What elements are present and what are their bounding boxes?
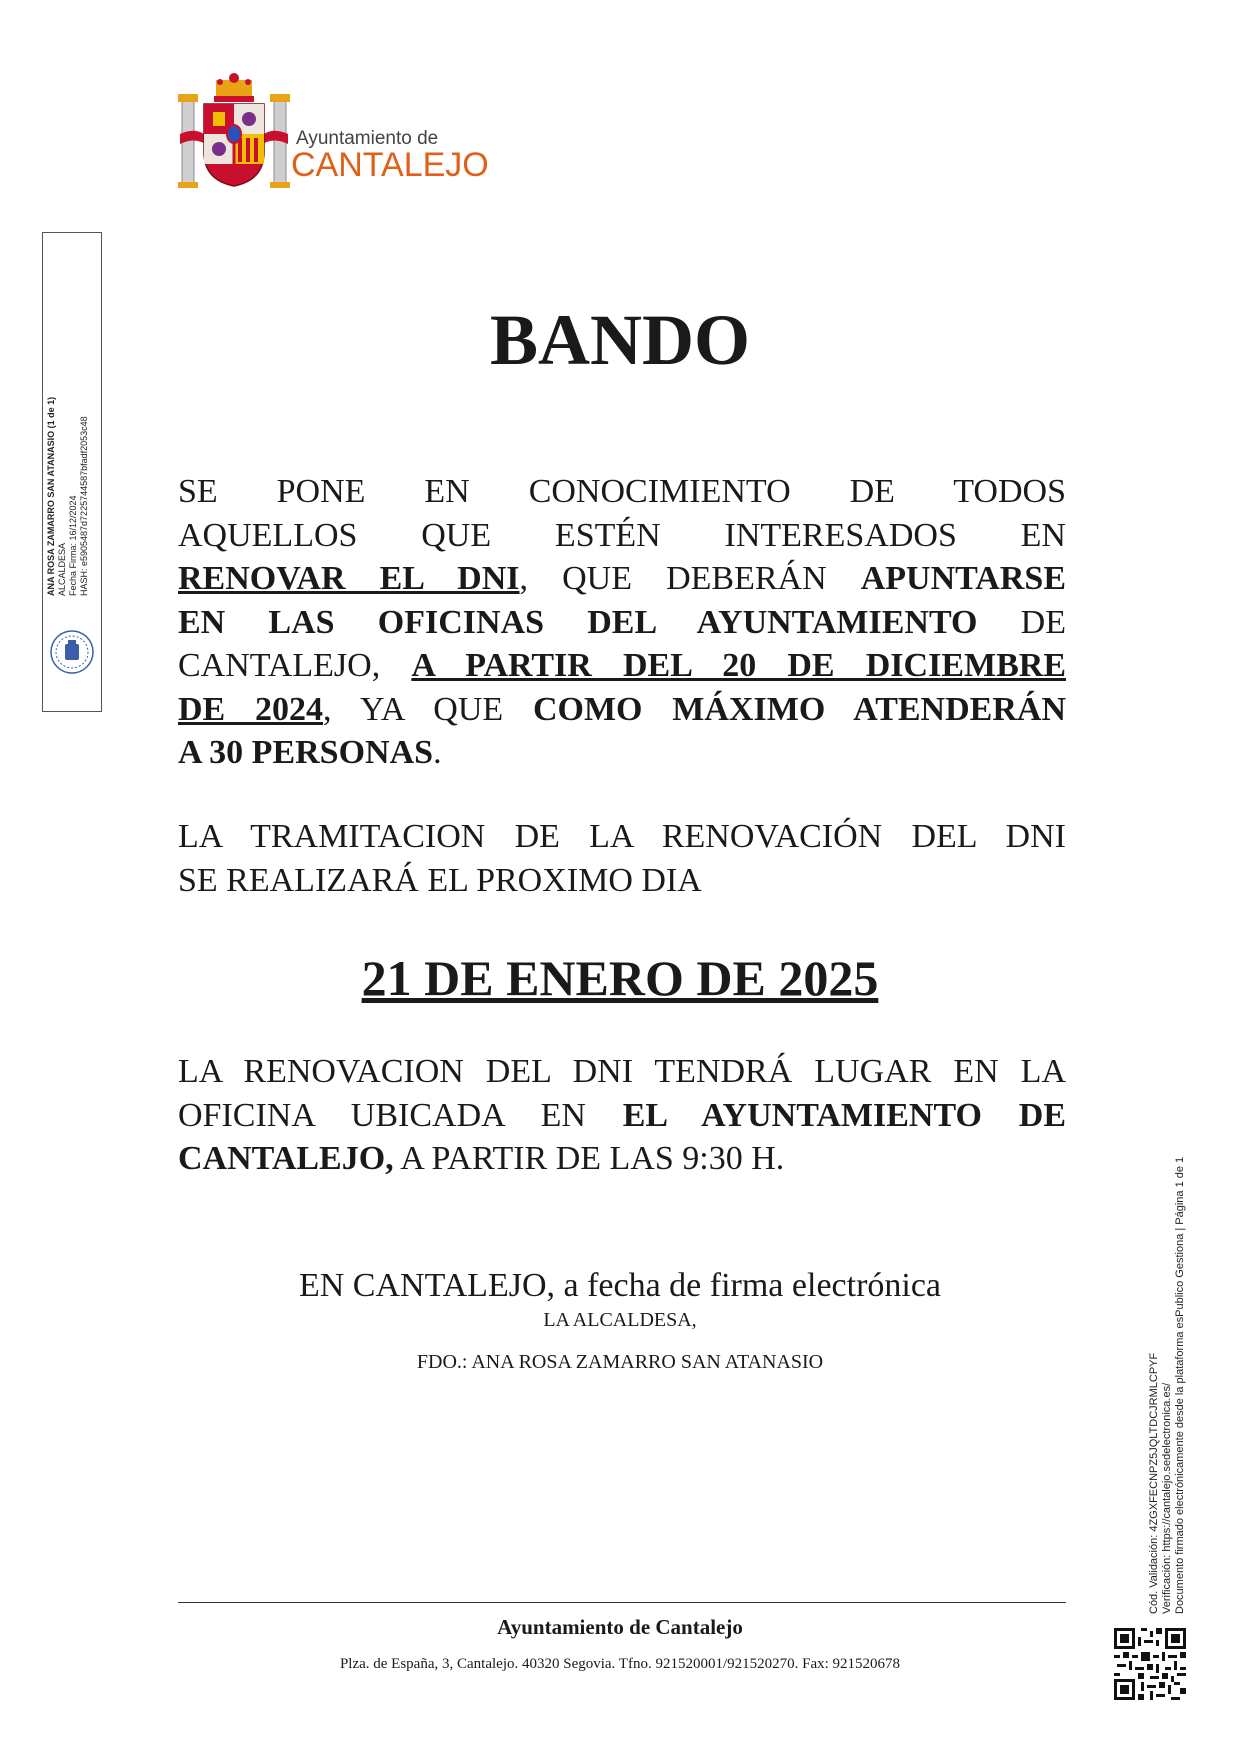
logo-title: CANTALEJO	[291, 146, 489, 184]
para1-line6	[178, 688, 1066, 732]
para4-text2: A PARTIR DE LAS 9:30 H.	[393, 1140, 785, 1177]
location-bold1: EL AYUNTAMIENTO DE	[622, 1096, 1066, 1134]
para4-text1: OFICINA UBICADA EN	[178, 1096, 623, 1134]
para4-line2	[178, 1094, 1066, 1138]
para1-line4	[178, 601, 1066, 645]
para1-text3: CANTALEJO,	[178, 647, 412, 684]
signer-role: ALCALDESA	[57, 542, 67, 596]
apuntarse-text: APUNTARSE	[860, 560, 1066, 597]
para1-line1: SE PONE EN CONOCIMIENTO DE TODOS	[178, 473, 1066, 510]
footer-address: Plza. de España, 3, Cantalejo. 40320 Segovia. Tfno. 921520001/921520270. Fax: 921520678	[339, 1656, 901, 1672]
official-seal-icon	[48, 628, 96, 676]
para1-line7	[178, 731, 1066, 775]
start-date-text1: A PARTIR DEL 20 DE DICIEMBRE	[411, 647, 1066, 684]
signature-role: LA ALCALDESA,	[543, 1309, 697, 1331]
coat-of-arms-icon	[178, 72, 290, 192]
signer-name: ANA ROSA ZAMARRO SAN ATANASIO (1 de 1)	[46, 396, 56, 596]
announcement-paragraph	[178, 470, 1066, 775]
para2-line2: SE REALIZARÁ EL PROXIMO DIA	[178, 861, 702, 899]
footer-divider	[178, 1602, 1066, 1603]
validation-doc-info: Documento firmado electrónicamente desde la plataforma esPublico Gestiona | Página 1 de 1	[1174, 1156, 1186, 1614]
para4-line3	[178, 1137, 1066, 1181]
appointment-date: 21 DE ENERO DE 2025	[361, 950, 879, 1006]
para2-line1: LA TRAMITACION DE LA RENOVACIÓN DEL DNI	[178, 818, 1066, 855]
para4-line1: LA RENOVACION DEL DNI TENDRÁ LUGAR EN LA	[178, 1053, 1066, 1090]
para1-line5	[178, 644, 1066, 688]
para1-line3	[178, 557, 1066, 601]
max-text1: COMO MÁXIMO ATENDERÁN	[532, 690, 1067, 728]
para1-line2: AQUELLOS QUE ESTÉN INTERESADOS EN	[178, 516, 1066, 554]
signature-name: FDO.: ANA ROSA ZAMARRO SAN ATANASIO	[416, 1351, 824, 1373]
start-date-text2: DE 2024	[178, 690, 324, 728]
validation-text	[1148, 1094, 1187, 1614]
signature-date: Fecha Firma: 16/12/2024	[68, 495, 78, 596]
max-text2: A 30 PERSONAS	[178, 734, 434, 771]
para1-text1: , QUE DEBERÁN	[519, 560, 861, 597]
location-bold2: CANTALEJO,	[178, 1140, 394, 1177]
para1-text4: , YA QUE	[323, 690, 533, 728]
footer-title: Ayuntamiento de Cantalejo	[497, 1615, 743, 1639]
location-paragraph	[178, 1050, 1066, 1181]
signature-stamp-text	[46, 356, 90, 596]
municipality-logo	[178, 72, 489, 192]
renew-dni-text: RENOVAR EL DNI	[178, 560, 520, 597]
processing-paragraph	[178, 815, 1066, 902]
validation-code: Cód. Validación: 4ZGXFECNPZ5JQLTDCJRMLCPYF	[1148, 1352, 1160, 1614]
validation-verify-url: Verificación: https://cantalejo.sedelectronica.es/	[1161, 1382, 1173, 1614]
logo-subtitle: Ayuntamiento de	[296, 128, 439, 149]
qr-code-icon	[1114, 1628, 1186, 1700]
signature-hash: HASH: e5905487d7225744587bfadf2053c48	[79, 416, 89, 596]
para1-text2: DE	[977, 603, 1066, 641]
page-title: BANDO	[489, 300, 750, 380]
signature-place: EN CANTALEJO, a fecha de firma electrónica	[298, 1267, 942, 1304]
para1-text5: .	[433, 734, 442, 771]
offices-text: EN LAS OFICINAS DEL AYUNTAMIENTO	[178, 603, 978, 641]
